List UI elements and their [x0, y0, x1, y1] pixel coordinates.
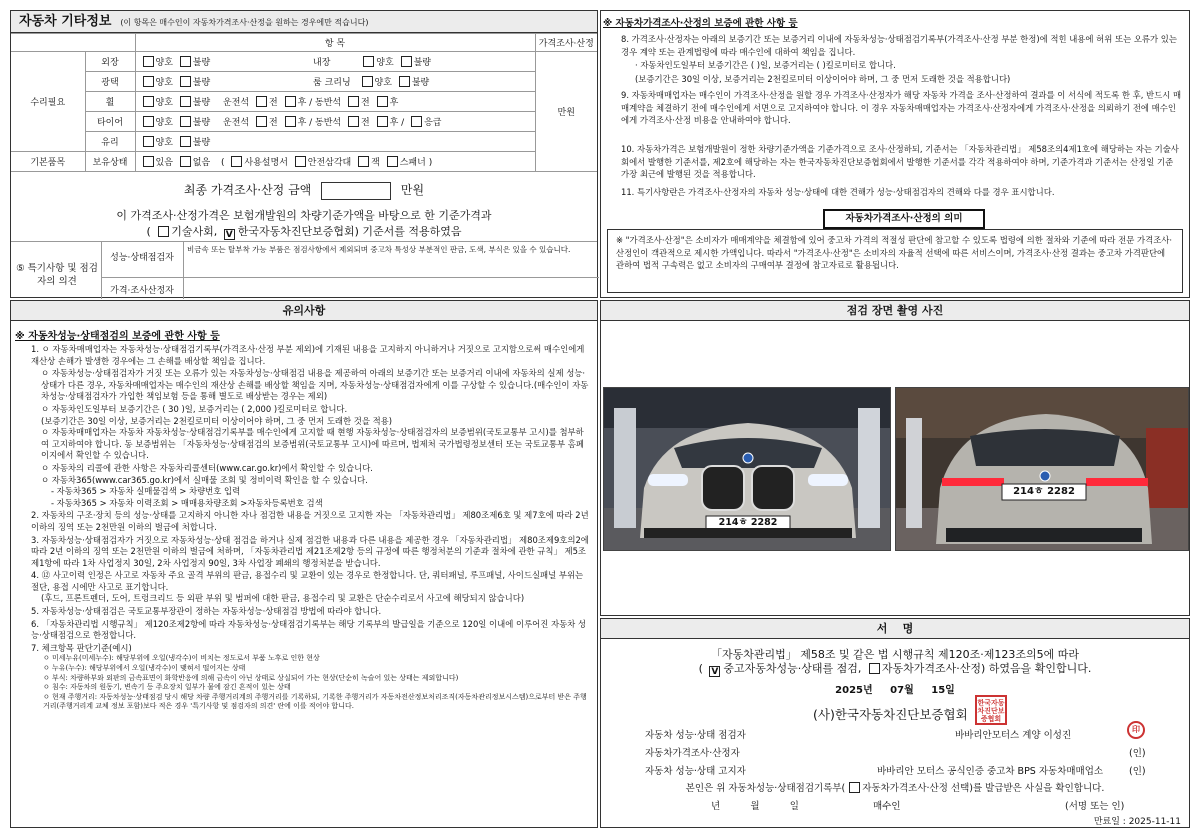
rear-label: 후: [297, 98, 307, 108]
etc-info-table: 항 목 가격조사·산정 수리필요 외장 양호 불량 내장 양호 불량 만원 광택 양호 불량 룸 크리닝 양호 불량 휠 양호 불량 운전석 전 후 / 동반석 전 후 타이어 양호 불량 운전석 전 후 / 동반석 전 후 / 응급 유리 양호 불량 기본품목 보유상태 있음 없음 ( 사용설명서 안전삼각대 잭 스패너 ): [11, 33, 597, 172]
appraiser-seal: (인): [1129, 748, 1146, 759]
good-label: 양호: [155, 58, 173, 68]
front-plate: 214ㅎ 2282: [718, 517, 778, 528]
front-label: 전: [269, 98, 278, 108]
notifier-label: 자동차 성능·상태 고지자: [645, 766, 746, 777]
warranty-p8c: (보증기간은 30일 이상, 보증거리는 2천킬로미터 이상이어야 하며, 그 중 먼저 도래한 것을 적용합니다): [635, 74, 1011, 84]
signature-section: [600, 618, 1190, 828]
wheel-passenger-rear-checkbox[interactable]: [377, 96, 388, 107]
condition-check-label: 중고자동차성능·상태를 점검,: [723, 662, 862, 675]
tire-emergency-checkbox[interactable]: [411, 116, 422, 127]
front-label: 전: [361, 118, 370, 128]
kada-label: 한국자동차진단보증협회) 기준서를 적용하였음: [237, 225, 462, 238]
note-item: 4. ⑫ 사고이력 인정은 사고로 자동차 주요 골격 부위의 판금, 용접수리 및 교환이 있는 경우로 한정합니다. 단, 쿼터패널, 루프패널, 사이드실패널 부위는 절단, 용접 시에만 사고로 표기합니다.: [31, 570, 584, 592]
tech-society-checkbox[interactable]: [158, 226, 169, 237]
appraiser-label: 자동차가격조사·산정자: [645, 748, 740, 759]
bad-label: 불량: [192, 78, 211, 88]
note-item: 7. 체크항목 판단기준(예시): [31, 642, 132, 653]
notifier-seal: (인): [1129, 766, 1146, 777]
wheel-driver-front-checkbox[interactable]: [256, 96, 267, 107]
passenger-label: 동반석: [315, 98, 342, 108]
receipt-line: [601, 780, 1189, 794]
photos-header: 점검 장면 촬영 사진: [601, 301, 1189, 321]
room-good-checkbox[interactable]: [362, 76, 373, 87]
note-item: ㅇ 자동차성능·상태점검자가 거짓 또는 오류가 있는 자동차성능·상태점검 내용을 제공하여 아래의 보증기간 또는 보증거리 이내에 자동차의 실제 성능·상태가 다른 경우, 자동차매매업자는 매수인의 재산상 손해를 배상할 책임을 지며, 자동차성능·상태점검자에게 이를 구상할 수 있습니다.(매수인이 자동차성능·상태점검자가 가입한 책임보험 등을 통해 별도로 배상받는 경우는 제외): [41, 368, 589, 402]
appraisal-warranty-section: [600, 10, 1190, 298]
emergency-label: 응급: [424, 118, 442, 128]
notes-list: [11, 344, 597, 712]
bad-label: 불량: [192, 118, 211, 128]
inspector-seal: 印: [1127, 721, 1145, 739]
tire-driver-rear-checkbox[interactable]: [285, 116, 296, 127]
front-label: 전: [269, 118, 278, 128]
note-item: ㅇ 자동차인도일부터 보증기간은 ( 30 )일, 보증거리는 ( 2,000 )킬로미터로 합니다.: [41, 403, 348, 414]
note-item: ㅇ 자동차매매업자는 자동차 자동차성능·상태점검기록부를 매수인에게 고지할 때 현행 자동차성능·상태점검자의 보증범위(국토교통부 고시)를 첨부하여 고지하여야 합니다. 동 보증범위는 「자동차성능·상태점검의 보증범위(국토교통부 고시)에 따르며, 법제처 국가법령정보센터 또는 국토교통부 홈페이지에서 확인할 수 있습니다.: [41, 427, 584, 461]
expiry-footer: 만료일 : 2025-11-11: [1093, 817, 1181, 827]
appraiser-opinion-label: 가격·조사산정자: [110, 286, 174, 296]
jack-label: 잭: [371, 158, 380, 168]
possession-yes-checkbox[interactable]: [143, 156, 154, 167]
good-label: 양호: [155, 78, 173, 88]
basic-label: 기본품목: [11, 152, 85, 172]
warranty-p11: 11. 특기사항란은 가격조사·산정자의 자동차 성능·상태에 대한 견해가 성능·상태점검자의 견해와 다를 경우 표시합니다.: [621, 187, 1055, 197]
good-label: 양호: [155, 138, 173, 148]
warranty-p8b: · 자동차인도일부터 보증기간은 ( )일, 보증거리는 ( )킬로미터로 합니다.: [635, 60, 896, 70]
bad-label: 불량: [192, 98, 211, 108]
note-item: 5. 자동차성능·상태점검은 국토교통부장관이 정하는 자동차성능·상태점검 방법에 따라야 합니다.: [31, 606, 382, 617]
manual-checkbox[interactable]: [231, 156, 242, 167]
bad-label: 불량: [411, 78, 430, 88]
driver-seat-label: 운전석: [223, 118, 250, 128]
bad-label: 불량: [192, 58, 211, 68]
notes-subtitle: ※ 자동차성능·상태점검의 보증에 관한 사항 등: [15, 331, 220, 342]
triangle-checkbox[interactable]: [295, 156, 306, 167]
rear-label: 후: [389, 118, 399, 128]
kada-checkbox-checked[interactable]: V: [224, 229, 235, 240]
tech-society-label: 기술사회,: [171, 225, 218, 238]
day-unit: 일: [945, 685, 955, 696]
meaning-box: [607, 229, 1183, 293]
warranty-title: ※ 자동차가격조사·산정의 보증에 관한 사항 등: [603, 18, 798, 29]
note-item: 3. 자동차성능·상태점검자가 거짓으로 자동차성능·상태 점검을 하거나 실제 점검한 내용과 다른 내용을 제공한 경우 「자동차관리법」 제80조제9호의2에 따라 2년 이하의 징역 또는 2천만원 이하의 벌금에 처하며, 「자동차관리법 제21조제2항 등의 규정에 따른 행정처분의 기준과 절차에 관한 규칙」 제5조제1항에 따라 1차 사업정지 30일, 2차 사업정지 90일, 3차 사업장 폐쇄의 행정처분을 받습니다.: [31, 534, 589, 568]
note-item: - 자동차365 > 자동차 실매물검색 > 차량번호 입력: [51, 486, 241, 497]
criteria-item: ㅇ 현재 주행거리: 자동차성능·상태점검 당시 해당 차량 주행거리계의 주행거리를 기록하되, 기록한 주행거리가 자동차전산정보처리조직(자동차관리정보시스템)으로부터 받은 주행거리(주행거리계 교체 정보 포함)보다 적은 경우 '특기사항 및 점검자의 의견' 란에 이를 적어야 합니다.: [43, 692, 587, 711]
bad-label: 불량: [413, 58, 431, 68]
signature-header: 서 명: [601, 619, 1189, 639]
criteria-list: [31, 654, 589, 712]
wheel-good-checkbox[interactable]: [143, 96, 154, 107]
gloss-good-checkbox[interactable]: [143, 76, 154, 87]
manual-label: 사용설명서: [244, 158, 288, 168]
sign-day: 15: [931, 685, 946, 696]
association-seal: [975, 695, 1007, 725]
bad-label: 불량: [192, 138, 211, 148]
receipt-appraisal-checkbox[interactable]: [849, 782, 860, 793]
note-item: 2. 자동차의 구조·장치 등의 성능·상태를 고지하지 아니한 자나 점검한 내용을 거짓으로 고지한 자는 「자동차관리법」 제80조제6호 및 제7호에 따라 2년 이하의 징역 또는 2천만원 이하의 벌금에 처합니다.: [31, 510, 589, 532]
special-notes-label: ⑤ 특기사항 및 점검자의 의견: [16, 263, 98, 287]
col-item-header: 항 목: [135, 34, 535, 52]
passenger-label: 동반석: [315, 118, 342, 128]
driver-seat-label: 운전석: [223, 98, 250, 108]
good-label: 양호: [155, 118, 173, 128]
possession-no-checkbox[interactable]: [180, 156, 191, 167]
tire-good-checkbox[interactable]: [143, 116, 154, 127]
criteria-item: ㅇ 부식: 차량하부와 외판의 금속표면이 화학반응에 의해 금속이 아닌 상태로 상실되어 가는 현상(단순히 녹슬어 있는 상태는 제외합니다): [43, 673, 459, 682]
criteria-item: ㅇ 침수: 자동차의 원동기, 변속기 등 주요장치 일부가 물에 잠긴 흔적이 있는 상태: [43, 683, 291, 692]
no-label: 없음: [192, 158, 211, 168]
sign-date: [601, 681, 1189, 696]
wheel-driver-rear-checkbox[interactable]: [285, 96, 296, 107]
tire-bad-checkbox[interactable]: [180, 116, 191, 127]
wheel-bad-checkbox[interactable]: [180, 96, 191, 107]
wheel-passenger-front-checkbox[interactable]: [348, 96, 359, 107]
sign-year: 2025: [835, 685, 863, 696]
note-item: (후드, 프론트펜더, 도어, 트렁크리드 등 외판 부위 및 범퍼에 대한 판금, 용접수리 및 교환은 단순수리로서 사고에 해당되지 않습니다): [41, 593, 525, 604]
rear-label: 후: [297, 118, 307, 128]
rear-car-image: [896, 388, 1189, 551]
criteria-item: ㅇ 누유(누수): 해당부위에서 오일(냉각수)이 맺혀서 떨어지는 상태: [43, 664, 246, 673]
exterior-bad-checkbox[interactable]: [180, 56, 191, 67]
front-label: 전: [361, 98, 370, 108]
rear-plate: 214ㅎ 2282: [1013, 486, 1075, 497]
condition-check-checkbox[interactable]: V: [709, 666, 720, 677]
good-label: 양호: [376, 58, 394, 68]
row-glass: 유리: [85, 132, 135, 152]
spanner-checkbox[interactable]: [387, 156, 398, 167]
buyer-sign-field[interactable]: (서명 또는 인): [1065, 801, 1125, 812]
warranty-p8: 8. 가격조사·산정자는 아래의 보증기간 또는 보증거리 이내에 자동차성능·상태점검기록부(가격조사·산정 부분 한정)에 적힌 내용에 허위 또는 오류가 있는 경우 계약 또는 관계법령에 따라 매수인에 대하여 책임을 집니다.: [621, 34, 1177, 57]
price-won: 만원: [535, 52, 597, 172]
etc-info-section: [10, 10, 598, 298]
final-price-label: 최종 가격조사·산정 금액: [183, 183, 312, 197]
tire-driver-front-checkbox[interactable]: [256, 116, 267, 127]
receipt-text-a: 본인은 위 자동차성능·상태점검기록부(: [685, 783, 846, 794]
row-room: 룸 크리닝: [313, 78, 351, 88]
yes-label: 있음: [155, 158, 173, 168]
warranty-p9: 9. 자동차매매업자는 매수인이 가격조사·산정을 원할 경우 가격조사·산정자가 해당 자동차 가격을 조사·산정하여 결과를 이 서식에 적도록 한 후, 반드시 매매계약을 체결하기 전에 매수인에게 서면으로 고지하여야 합니다. 이 경우 자동차매매업자는 가격조사·산정자에게 가격조사·산정을 의뢰하기 전에 매수인에게 가격조사·산정 비용을 안내하여야 합니다.: [621, 90, 1182, 125]
glass-good-checkbox[interactable]: [143, 136, 154, 147]
basis-line-1: 이 가격조사·산정가격은 보험개발원의 차량기준가액을 바탕으로 한 기준가격과: [116, 209, 492, 222]
tire-passenger-rear-checkbox[interactable]: [377, 116, 388, 127]
glass-bad-checkbox[interactable]: [180, 136, 191, 147]
notes-section: [10, 300, 598, 828]
notes-header: 유의사항: [11, 301, 597, 321]
final-price-input[interactable]: [321, 182, 391, 200]
month-unit: 월: [904, 685, 914, 696]
row-possession: 보유상태: [85, 152, 135, 172]
meaning-text: ※ "가격조사·산정"은 소비자가 매매계약을 체결함에 있어 중고차 가격의 적절성 판단에 참고할 수 있도록 법령에 의한 절차와 기준에 따라 전문 가격조사·산정인이 객관적으로 제시한 가액입니다. 따라서 "가격조사·산정"은 소비자의 자율적 선택에 따른 서비스이며, 가격조사·산정 결과는 중고차 가격판단에 관하여 법적 구속력은 없고 소비자의 구매여부 결정에 참고자료로 활용됩니다.: [616, 235, 1173, 270]
tire-passenger-front-checkbox[interactable]: [348, 116, 359, 127]
good-label: 양호: [374, 78, 392, 88]
notifier-name: 바바리안 모터스 공식인증 중고차 BPS 자동차매매업소: [877, 766, 1104, 777]
inspector-label: 자동차 성능·상태 점검자: [645, 730, 746, 741]
row-tire: 타이어: [85, 112, 135, 132]
criteria-item: ㅇ 미세누유(미세누수): 해당부위에 오일(냉각수)이 비치는 정도로서 부품 노후로 인한 현상: [43, 654, 320, 663]
meaning-title-box: [823, 209, 985, 229]
rear-car-photo: [895, 387, 1189, 551]
inspector-opinion-text: 비금속 또는 탈부착 가능 부품은 점검사항에서 제외되며 중고차 특성상 부분적인 판금, 도색, 부식은 있을 수 있습니다.: [187, 245, 571, 254]
jack-checkbox[interactable]: [358, 156, 369, 167]
good-label: 양호: [155, 98, 173, 108]
etc-info-title: 자동차 기타정보: [19, 14, 112, 29]
seal-text: 한국자동차진단보증협회: [977, 699, 1005, 723]
triangle-label: 안전삼각대: [307, 158, 352, 168]
note-item: ㅇ 자동차365(www.car365.go.kr)에서 실매물 조회 및 정비이력 확인을 할 수 있습니다.: [41, 474, 368, 485]
buyer-label: 매수인: [873, 801, 901, 812]
org-name: (사)한국자동차진단보증협회: [813, 707, 968, 722]
basis-line-2: ( 기술사회, V 한국자동차진단보증협회) 기준서를 적용하였음: [146, 225, 462, 240]
photos-section: [600, 300, 1190, 616]
price-appraisal-label: 자동차가격조사·산정) 하였음을 확인합니다.: [881, 662, 1092, 675]
final-price-unit: 만원: [400, 183, 425, 197]
price-appraisal-checkbox[interactable]: [869, 663, 880, 674]
note-item: 1. ㅇ 자동차매매업자는 자동차성능·상태점검기록부(가격조사·산정 부분 제외)에 기재된 내용을 고지하지 아니하거나 거짓으로 고지함으로써 매수인에게 재산상 손해가 발생한 경우에는 그 손해를 배상할 책임을 집니다.: [31, 344, 585, 366]
room-bad-checkbox[interactable]: [399, 76, 410, 87]
row-wheel: 휠: [85, 92, 135, 112]
special-notes-block: [11, 241, 597, 298]
etc-info-subtitle: (이 항목은 매수인이 자동차가격조사·산정을 원하는 경우에만 적습니다): [120, 18, 369, 27]
meaning-title: 자동차가격조사·산정의 의미: [845, 213, 963, 224]
final-price-row: [11, 181, 597, 200]
buyer-date: 년 월 일: [711, 801, 799, 812]
warranty-p10: 10. 자동차가격은 보험개발원이 정한 차량기준가액을 기준가격으로 조사·산정하되, 기준서는 「자동차관리법」 제58조의4제1호에 해당하는 자는 기술사회에서 발행한 기준서를, 제2호에 해당하는 자는 한국자동차진단보증협회에서 발행한 기준서를 각각 적용하여야 하며, 기준가격과 기준서는 산정일 기준 가장 최근에 발행된 것을 적용합니다.: [621, 144, 1179, 179]
gloss-bad-checkbox[interactable]: [180, 76, 191, 87]
note-item: (보증기간은 30일 이상, 보증거리는 2천킬로미터 이상이어야 하며, 그 중 먼저 도래한 것을 적용): [41, 415, 393, 426]
note-item: ㅇ 자동차의 리콜에 관한 사항은 자동차리콜센터(www.car.go.kr)에서 확인할 수 있습니다.: [41, 462, 373, 473]
row-exterior: 외장: [85, 52, 135, 72]
note-item: 6. 「자동차관리법 시행규칙」 제120조제2항에 따라 자동차성능·상태점검기록부는 해당 기록부의 발급일을 기준으로 120일 이내에 이루어진 자동차 성능·상태점검으로 한정합니다.: [31, 618, 587, 641]
inspector-name: 바바리안모터스 계양 이성진: [955, 730, 1072, 741]
confirm-line: ( V 중고자동차성능·상태를 점검, 자동차가격조사·산정) 하였음을 확인합니다.: [698, 662, 1092, 677]
etc-info-titlebar: [11, 11, 597, 33]
row-gloss: 광택: [85, 72, 135, 92]
front-car-photo: [603, 387, 891, 551]
receipt-text-b: 자동차가격조사·산정 선택)를 발급받은 사실을 확인합니다.: [862, 783, 1105, 794]
repair-label: 수리필요: [11, 52, 85, 152]
rear-label: 후: [389, 98, 399, 108]
exterior-good-checkbox[interactable]: [143, 56, 154, 67]
interior-good-checkbox[interactable]: [363, 56, 374, 67]
note-item: - 자동차365 > 자동차 이력조회 > 매매용차량조회 >자동차등록번호 검색: [51, 497, 323, 508]
sign-month: 07: [890, 685, 905, 696]
interior-bad-checkbox[interactable]: [401, 56, 412, 67]
year-unit: 년: [863, 685, 873, 696]
row-interior: 내장: [313, 58, 331, 68]
law-line: 「자동차관리법」 제58조 및 같은 법 시행규칙 제120조·제123조의5에 따라: [711, 648, 1079, 661]
col-price-header: 가격조사·산정: [535, 34, 597, 52]
inspector-opinion-label: 성능·상태점검자: [110, 253, 174, 263]
spanner-label: 스패너: [399, 158, 426, 168]
